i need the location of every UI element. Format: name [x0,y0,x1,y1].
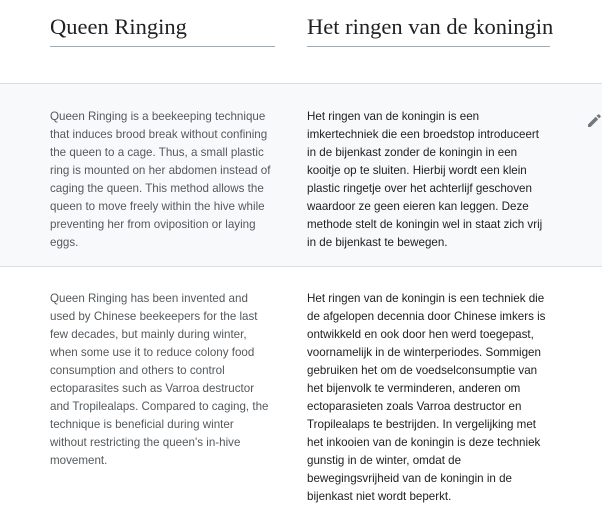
column-headers [0,0,602,84]
source-article-title: Queen Ringing [50,14,275,47]
source-paragraph[interactable]: Queen Ringing has been invented and used by Chinese beekeepers for the last few decades, but mainly during winter, when some use it to reduce colony food consumption and others to control ectoparasites such as Varroa destructor and Tropilealaps. Compared to caging, the technique is beneficial during winter without restricting the queen's in-hive movement. [50,292,269,467]
paragraph-row [0,84,602,267]
target-paragraph[interactable]: Het ringen van de koningin is een techniek die de afgelopen decennia door Chinese imkers is ontwikkeld en ook door hen werd toegepast, voornamelijk in de winterperiodes. Sommigen gebruiken het om de voedselconsumptie van het bijenvolk te verminderen, anderen om ectoparasieten zoals Varroa destructor en Tropilealaps te bestrijden. In vergelijking met het inkooien van de koningin is deze techniek gunstig in de winter, omdat de bewegingsvrijheid van de koningin in de bijenkast niet wordt beperkt. [307,292,546,503]
target-paragraph[interactable]: Het ringen van de koningin is een imkertechniek die een broedstop introduceert in de bijenkast zonder de koningin in een kooitje op te sluiten. Hierbij wordt een klein plastic ringetje over het achterlijf geschoven waardoor ze geen eieren kan leggen. Deze methode stelt de koningin wel in staat zich vrij in de bijenkast te bewegen. [307,110,543,249]
target-article-title[interactable]: Het ringen van de koningin [307,14,550,47]
paragraph-row [0,267,602,503]
source-paragraph[interactable]: Queen Ringing is a beekeeping technique that induces brood break without confining the queen to a cage. Thus, a small plastic ring is mounted on her abdomen instead of caging the queen. This method allows the queen to move freely within the hive while preventing her from oviposition or laying eggs. [50,110,271,249]
pencil-icon[interactable] [586,113,602,129]
